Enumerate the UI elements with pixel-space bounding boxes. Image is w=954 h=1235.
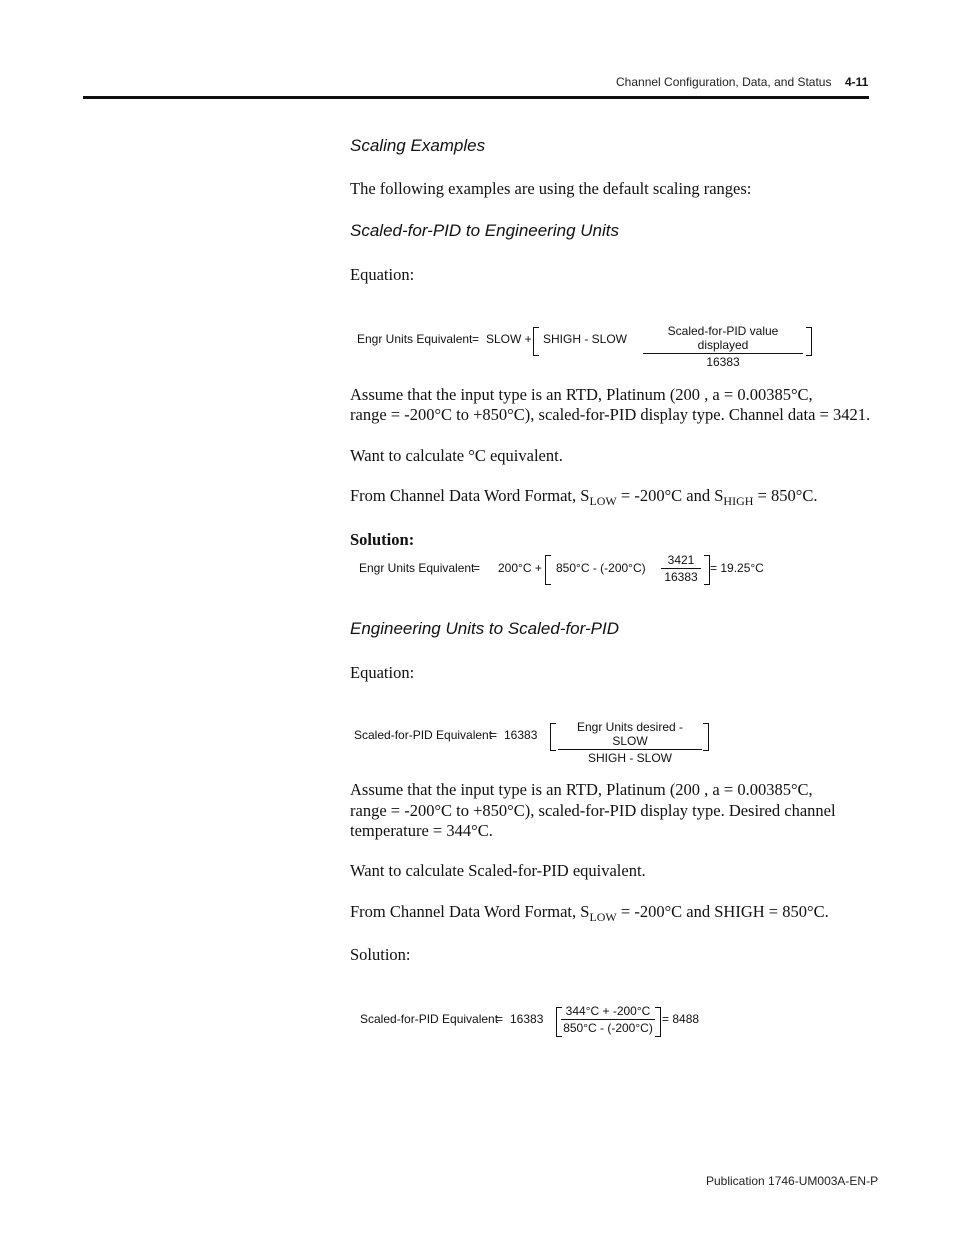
eq1-left-bracket [533, 327, 539, 356]
from2-text-2: = -200°C and SHIGH = 850°C. [616, 902, 829, 921]
example2-assume-line3: temperature = 344°C. [350, 821, 493, 840]
sol1-frac-den: 16383 [664, 570, 698, 584]
section-heading: Scaling Examples [350, 136, 486, 155]
sol1-slow-term: 200°C + [498, 561, 542, 575]
example2-from-line [350, 902, 829, 927]
from-text-1: From Channel Data Word Format, S [350, 486, 590, 505]
example1-from-line [350, 486, 817, 511]
sol1-frac-num: 3421 [661, 553, 701, 569]
sol1-bracket-expr: 850°C - (-200°C) [556, 561, 646, 575]
sol2-fraction [561, 1004, 655, 1035]
eq2-frac-num: Engr Units desired - SLOW [558, 720, 702, 750]
eq1-lhs: Engr Units Equivalent [357, 332, 473, 346]
from-sub-high: HIGH [723, 494, 754, 508]
example1-heading: Scaled-for-PID to Engineering Units [350, 221, 619, 240]
example2-want: Want to calculate Scaled-for-PID equivalent. [350, 861, 646, 880]
sol2-frac-num: 344°C + -200°C [561, 1004, 655, 1020]
sol2-frac-den: 850°C - (-200°C) [563, 1021, 653, 1035]
eq2-equals: = [490, 728, 498, 742]
eq2-right-bracket [703, 723, 709, 751]
example2-solution-label: Solution: [350, 945, 411, 964]
example2-assume-line1: Assume that the input type is an RTD, Platinum (200 , a = 0.00385°C, [350, 780, 813, 799]
from2-text-1: From Channel Data Word Format, S [350, 902, 590, 921]
eq2-factor: 16383 [504, 728, 538, 742]
eq2-left-bracket [550, 723, 556, 751]
eq1-equals: = [472, 332, 480, 346]
section-intro: The following examples are using the default scaling ranges: [350, 179, 752, 198]
example1-assume-line1: Assume that the input type is an RTD, Platinum (200 , a = 0.00385°C, [350, 385, 813, 404]
example1-solution-label: Solution: [350, 530, 415, 549]
from-sub-low: LOW [589, 494, 617, 508]
eq1-frac-den: 16383 [706, 355, 740, 369]
eq1-bracket-expr: SHIGH - SLOW [543, 332, 628, 346]
example2-assume-line2: range = -200°C to +850°C), scaled-for-PID display type. Desired channel [350, 801, 836, 820]
header-rule [83, 96, 869, 99]
eq1-frac-num: Scaled-for-PID value displayed [643, 324, 803, 354]
footer-publication: Publication 1746-UM003A-EN-P [706, 1174, 879, 1188]
sol1-lhs: Engr Units Equivalent [359, 561, 475, 575]
sol1-result: = 19.25°C [710, 561, 764, 575]
example1-assume-line2: range = -200°C to +850°C), scaled-for-PID display type. Channel data = 3421. [350, 405, 871, 424]
from2-sub-low: LOW [589, 910, 617, 924]
from-text-2: = -200°C and S [616, 486, 724, 505]
example1-equation-label: Equation: [350, 265, 415, 284]
eq1-right-bracket [806, 327, 812, 356]
sol1-fraction [661, 553, 701, 584]
running-header-title: Channel Configuration, Data, and Status [616, 75, 832, 89]
eq1-fraction [643, 324, 803, 369]
example2-equation-label: Equation: [350, 663, 415, 682]
sol1-equals: = [473, 561, 481, 575]
from-text-3: = 850°C. [753, 486, 818, 505]
eq2-fraction [558, 720, 702, 765]
sol2-equals: = [496, 1012, 504, 1026]
eq2-lhs: Scaled-for-PID Equivalent [354, 728, 493, 742]
sol2-result: = 8488 [662, 1012, 700, 1026]
sol2-factor: 16383 [510, 1012, 544, 1026]
eq1-slow-term: SLOW + [486, 332, 532, 346]
sol1-left-bracket [545, 555, 551, 585]
example1-want: Want to calculate °C equivalent. [350, 446, 563, 465]
sol2-right-bracket [655, 1007, 661, 1037]
sol2-lhs: Scaled-for-PID Equivalent [360, 1012, 499, 1026]
example2-heading: Engineering Units to Scaled-for-PID [350, 619, 619, 638]
eq2-frac-den: SHIGH - SLOW [587, 751, 672, 765]
page-number: 4-11 [845, 75, 869, 89]
